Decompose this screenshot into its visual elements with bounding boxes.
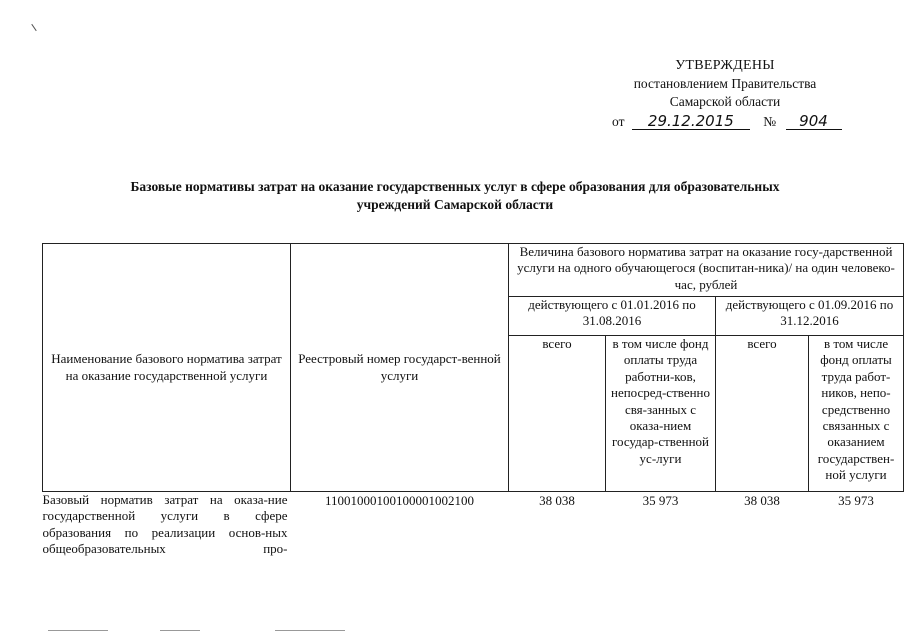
approval-line-1: постановлением Правительства bbox=[633, 76, 817, 91]
document-title-line-2: учреждений Самарской области bbox=[356, 197, 554, 212]
row-total-2: 38 038 bbox=[744, 493, 780, 508]
header-incl-1: в том числе фонд оплаты труда работни-ков, непосред-ственно свя-занных с оказа-нием государ-ственной ус-луги bbox=[606, 336, 716, 492]
table-row bbox=[43, 492, 904, 558]
header-registry: Реестровый номер государст-венной услуги bbox=[291, 244, 509, 492]
approval-line-2: Самарской области bbox=[669, 94, 781, 109]
approval-date-line bbox=[600, 113, 850, 131]
row-incl-1: 35 973 bbox=[642, 493, 679, 508]
row-incl-2: 35 973 bbox=[838, 493, 874, 508]
approval-block bbox=[600, 57, 850, 131]
scan-mark bbox=[31, 24, 36, 31]
header-period-2: действующего с 01.09.2016 по 31.12.2016 bbox=[716, 297, 904, 336]
cutoff-line-1 bbox=[48, 630, 108, 631]
approval-heading: УТВЕРЖДЕНЫ bbox=[675, 58, 775, 73]
row-total-1: 38 038 bbox=[539, 493, 575, 508]
document-title bbox=[60, 178, 850, 214]
row-name: Базовый норматив затрат на оказа-ние государственной услуги в сфере образования по реализации основ-ных общеобразовательных про- bbox=[42, 492, 288, 557]
header-total-1: всего bbox=[509, 336, 606, 492]
handwritten-date: 29.12.2015 bbox=[632, 113, 750, 130]
norms-table bbox=[42, 243, 904, 558]
date-prefix: от bbox=[612, 114, 625, 129]
row-registry: 11001000100100001002100 bbox=[324, 493, 475, 508]
header-name: Наименование базового норматива затрат на оказание государственной услуги bbox=[43, 244, 291, 492]
handwritten-number: 904 bbox=[786, 113, 842, 130]
cutoff-line-3 bbox=[275, 630, 345, 631]
header-incl-2: в том числе фонд оплаты труда работ-ников, непо-средственно связанных с оказанием государствен-ной услуги bbox=[809, 336, 904, 492]
cutoff-line-2 bbox=[160, 630, 200, 631]
number-prefix: № bbox=[763, 114, 777, 129]
header-total-2: всего bbox=[716, 336, 809, 492]
header-value-group: Величина базового норматива затрат на оказание госу-дарственной услуги на одного обучающегося (воспитан-ника)/ на один человеко-час, рублей bbox=[509, 244, 904, 297]
header-period-1: действующего с 01.01.2016 по 31.08.2016 bbox=[509, 297, 716, 336]
document-title-line-1: Базовые нормативы затрат на оказание государственных услуг в сфере образования для образовательных bbox=[130, 179, 780, 194]
